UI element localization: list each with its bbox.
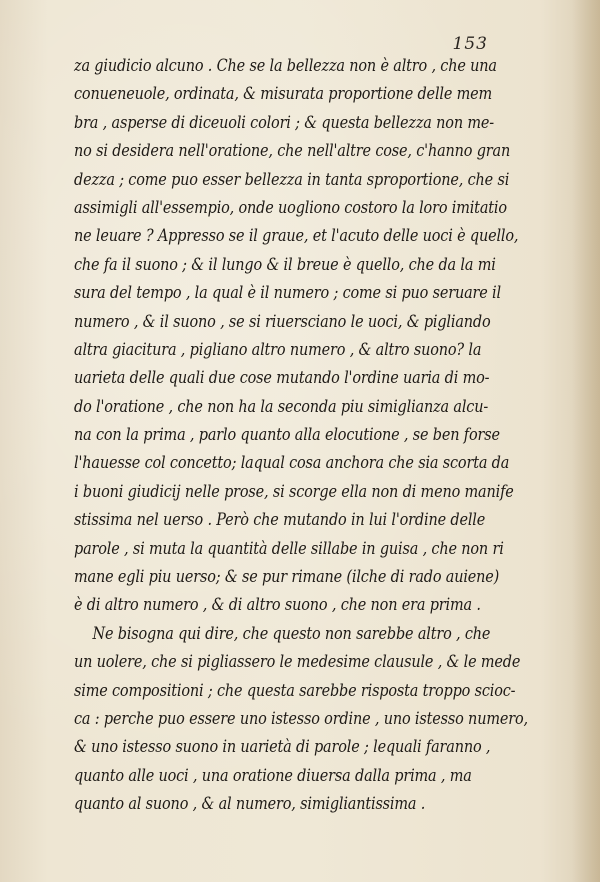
text-line: do l'oratione , che non ha la seconda piu simiglianza alcu- bbox=[74, 396, 489, 417]
text-block bbox=[74, 52, 528, 819]
text-line: conueneuole, ordinata, & misurata proportione delle mem bbox=[74, 84, 493, 105]
text-line: altra giacitura , pigliano altro numero , & altro suono? la bbox=[74, 339, 482, 360]
text-line: l'hauesse col concetto; laqual cosa anchora che sia scorta da bbox=[74, 453, 510, 474]
text-line: è di altro numero , & di altro suono , che non era prima . bbox=[74, 595, 481, 616]
text-line: dezza ; come puo esser bellezza in tanta sproportione, che si bbox=[74, 169, 510, 190]
text-line: sura del tempo , la qual è il numero ; come si puo seruare il bbox=[74, 283, 501, 304]
text-line: no si desidera nell'oratione, che nell'altre cose, c'hanno gran bbox=[74, 141, 511, 162]
text-line: quanto alle uoci , una oratione diuersa dalla prima , ma bbox=[74, 765, 472, 786]
text-line: stissima nel uerso . Però che mutando in lui l'ordine delle bbox=[74, 510, 486, 531]
text-line: uarieta delle quali due cose mutando l'ordine uaria di mo- bbox=[74, 368, 490, 389]
text-line: bra , asperse di diceuoli colori ; & questa bellezza non me- bbox=[74, 112, 494, 133]
text-line: quanto al suono , & al numero, simigliantissima . bbox=[74, 794, 426, 815]
text-line: numero , & il suono , se si riuersciano le uoci, & pigliando bbox=[74, 311, 491, 332]
text-line: un uolere, che si pigliassero le medesime clausule , & le mede bbox=[74, 652, 521, 673]
text-line: mane egli piu uerso; & se pur rimane (ilche di rado auiene) bbox=[74, 567, 500, 588]
text-line: za giudicio alcuno . Che se la bellezza non è altro , che una bbox=[74, 56, 497, 76]
text-line: sime compositioni ; che questa sarebbe risposta troppo scioc- bbox=[74, 680, 516, 701]
page-edge-stain bbox=[572, 0, 600, 882]
text-line: & uno istesso suono in uarietà di parole ; lequali faranno , bbox=[74, 737, 491, 758]
text-line: ne leuare ? Appresso se il graue, et l'acuto delle uoci è quello, bbox=[74, 226, 519, 247]
text-line: i buoni giudicij nelle prose, si scorge ella non di meno manife bbox=[74, 481, 514, 502]
text-line: na con la prima , parlo quanto alla elocutione , se ben forse bbox=[74, 425, 500, 446]
text-line: che fa il suono ; & il lungo & il breue è quello, che da la mi bbox=[74, 254, 496, 275]
paragraph-1 bbox=[74, 52, 519, 620]
text-line: assimigli all'essempio, onde uogliono costoro la loro imitatio bbox=[74, 197, 507, 218]
paragraph-2 bbox=[74, 620, 528, 819]
text-line: Ne bisogna qui dire, che questo non sarebbe altro , che bbox=[92, 623, 491, 644]
text-line: ca : perche puo essere uno istesso ordine , uno istesso numero, bbox=[74, 708, 528, 729]
text-line: parole , si muta la quantità delle sillabe in guisa , che non ri bbox=[74, 538, 504, 559]
page-number: 153 bbox=[452, 34, 488, 54]
